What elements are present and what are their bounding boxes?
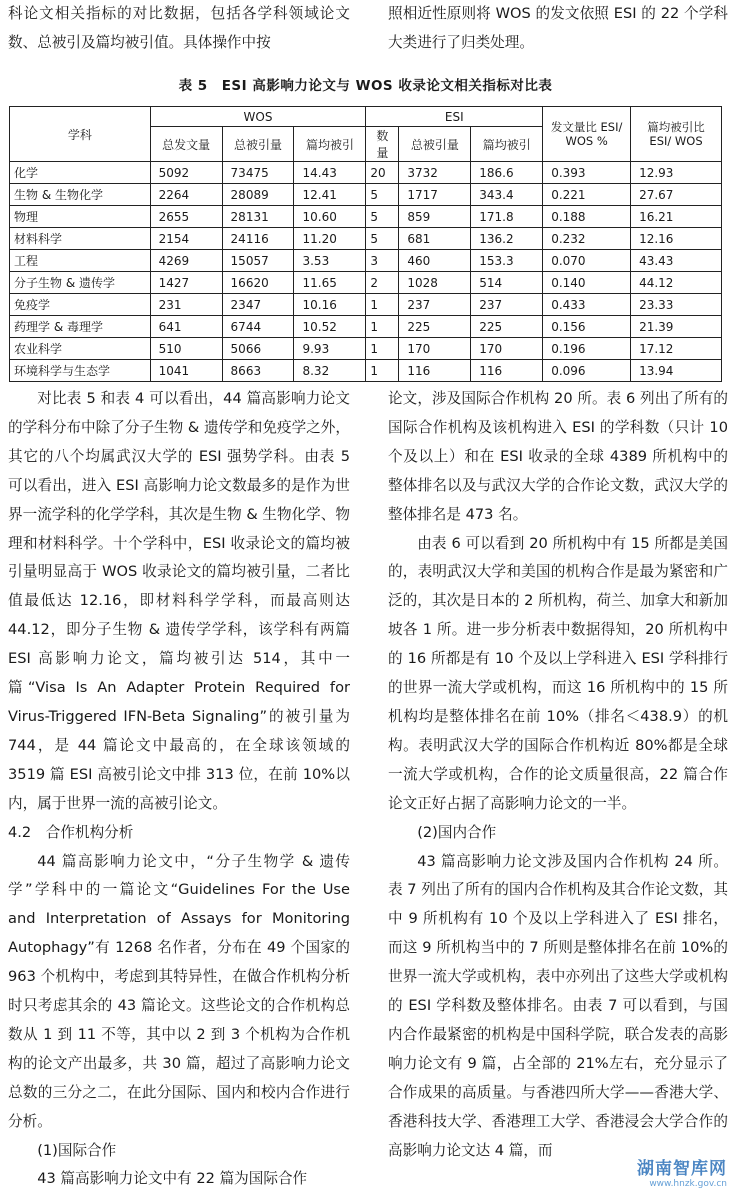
cell-ratio-count: 0.156 (543, 316, 631, 338)
cell-wos-cites: 73475 (222, 162, 294, 184)
cell-wos-avg: 12.41 (294, 184, 366, 206)
cell-subject: 免疫学 (10, 294, 151, 316)
table-caption: 表 5 ESI 高影响力论文与 WOS 收录论文相关指标对比表 (178, 78, 553, 94)
cell-subject: 化学 (10, 162, 151, 184)
cell-wos-avg: 14.43 (294, 162, 366, 184)
cell-esi-cites: 681 (399, 228, 471, 250)
cell-wos-avg: 8.32 (294, 360, 366, 382)
cell-wos-count: 641 (150, 316, 222, 338)
watermark-name: 湖南智库网 (637, 1159, 727, 1179)
cell-wos-avg: 9.93 (294, 338, 366, 360)
cell-subject: 分子生物 & 遗传学 (10, 272, 151, 294)
cell-ratio-count: 0.232 (543, 228, 631, 250)
cell-wos-cites: 6744 (222, 316, 294, 338)
header-wos-avg: 篇均被引 (294, 127, 366, 162)
table-row (10, 294, 722, 316)
cell-esi-avg: 225 (471, 316, 543, 338)
cell-esi-avg: 237 (471, 294, 543, 316)
cell-esi-cites: 1717 (399, 184, 471, 206)
cell-esi-avg: 514 (471, 272, 543, 294)
cell-wos-count: 510 (150, 338, 222, 360)
table-row (10, 206, 722, 228)
cell-ratio-cite: 12.93 (631, 162, 722, 184)
cell-esi-cites: 859 (399, 206, 471, 228)
table-row (10, 272, 722, 294)
cell-ratio-count: 0.221 (543, 184, 631, 206)
cell-wos-avg: 10.52 (294, 316, 366, 338)
cell-wos-count: 2154 (150, 228, 222, 250)
cell-wos-cites: 8663 (222, 360, 294, 382)
left-paragraph-3: 43 篇高影响力论文中有 22 篇为国际合作 (37, 1170, 308, 1188)
cell-ratio-cite: 23.33 (631, 294, 722, 316)
section-heading-4-2: 4.2 合作机构分析 (8, 823, 134, 841)
header-wos-count: 总发文量 (150, 127, 222, 162)
cell-wos-cites: 28131 (222, 206, 294, 228)
cell-ratio-cite: 13.94 (631, 360, 722, 382)
cell-esi-count: 20 (366, 162, 399, 184)
table-row (10, 360, 722, 382)
table-row (10, 338, 722, 360)
header-ratio-cite: 篇均被引比 ESI/ WOS (631, 107, 722, 162)
cell-wos-count: 2264 (150, 184, 222, 206)
cell-esi-count: 5 (366, 228, 399, 250)
cell-wos-cites: 24116 (222, 228, 294, 250)
cell-esi-avg: 116 (471, 360, 543, 382)
left-paragraph-2: 44 篇高影响力论文中，“分子生物学 & 遗传学”学科中的一篇论文“Guidelines For the Use and Interpretation of Assays for Monitoring Autophagy”有 1268 名作者，分布在 49 个国家的 963 个机构中，考虑到其特异性，在做合作机构分析时只考虑其余的 43 篇论文。这些论文的合作机构总数从 1 到 11 不等，其中以 2 到 3 个机构为合作机构的论文产出最多，共 30 篇，超过了高影响力论文总数的三分之二，在此分国际、国内和校内合作进行分析。 (8, 852, 350, 1130)
top-right-paragraph (388, 0, 728, 58)
subheading-domestic: (2)国内合作 (417, 823, 497, 841)
header-ratio-count: 发文量比 ESI/ WOS % (543, 107, 631, 162)
cell-esi-count: 1 (366, 338, 399, 360)
right-paragraph-3: 43 篇高影响力论文涉及国内合作机构 24 所。表 7 列出了所有的国内合作机构及其合作论文数，其中 9 所机构有 10 个及以上学科进入了 ESI 排名，而这 9 所机构当中的 7 所则是整体排名在前 10%的世界一流大学或机构，表中亦列出了这些大学或机构的 ESI 学科数及整体排名。由表 7 可以看到，与国内合作最紧密的机构是中国科学院，联合发表的高影响力论文有 9 篇，占全部的 21%左右，充分显示了合作成果的高质量。与香港四所大学——香港大学、香港科技大学、香港理工大学、香港浸会大学合作的高影响力论文达 4 篇，而 (388, 852, 728, 1159)
table-row (10, 228, 722, 250)
left-paragraph-1: 对比表 5 和表 4 可以看出，44 篇高影响力论文的学科分布中除了分子生物 & 遗传学和免疫学之外，其它的八个均属武汉大学的 ESI 强势学科。由表 5 可以看出，进入 ESI 高影响力论文数最多的是作为世界一流学科的化学学科，其次是生物 & 生物化学、物理和材料科学。十个学科中，ESI 收录论文的篇均被引量明显高于 WOS 收录论文的篇均被引量，二者比值最低达 12.16，即材料科学学科，而最高则达 44.12，即分子生物 & 遗传学学科，该学科有两篇 ESI 高影响力论文，篇均被引达 514，其中一篇“Visa Is An Adapter Protein Required for Virus-Triggered IFN-Beta Signaling”的被引量为 744，是 44 篇论文中最高的，在全球该领域的 3519 篇 ESI 高被引论文中排 313 位，在前 10%以内，属于世界一流的高被引论文。 (8, 390, 350, 812)
header-wos-cites: 总被引量 (222, 127, 294, 162)
header-esi-cites: 总被引量 (399, 127, 471, 162)
cell-esi-cites: 225 (399, 316, 471, 338)
cell-wos-count: 2655 (150, 206, 222, 228)
cell-esi-avg: 153.3 (471, 250, 543, 272)
cell-esi-avg: 186.6 (471, 162, 543, 184)
table-row (10, 184, 722, 206)
cell-wos-count: 5092 (150, 162, 222, 184)
cell-esi-count: 1 (366, 294, 399, 316)
cell-wos-cites: 2347 (222, 294, 294, 316)
cell-esi-count: 1 (366, 360, 399, 382)
right-column (388, 385, 728, 1165)
cell-esi-avg: 136.2 (471, 228, 543, 250)
left-column (8, 385, 350, 1194)
cell-esi-avg: 171.8 (471, 206, 543, 228)
watermark-logo (637, 1154, 727, 1189)
cell-wos-cites: 5066 (222, 338, 294, 360)
cell-subject: 环境科学与生态学 (10, 360, 151, 382)
cell-ratio-cite: 44.12 (631, 272, 722, 294)
cell-subject: 物理 (10, 206, 151, 228)
cell-wos-count: 4269 (150, 250, 222, 272)
cell-ratio-count: 0.188 (543, 206, 631, 228)
cell-subject: 药理学 & 毒理学 (10, 316, 151, 338)
right-paragraph-1: 论文，涉及国际合作机构 20 所。表 6 列出了所有的国际合作机构及该机构进入 ESI 的学科数（只计 10 个及以上）和在 ESI 收录的全球 4389 所机构中的整体排名以及与武汉大学的合作论文数，武汉大学的整体排名是 473 名。 (388, 390, 728, 523)
cell-esi-count: 2 (366, 272, 399, 294)
cell-wos-cites: 16620 (222, 272, 294, 294)
cell-wos-cites: 28089 (222, 184, 294, 206)
cell-ratio-cite: 21.39 (631, 316, 722, 338)
table-row (10, 162, 722, 184)
cell-wos-count: 1427 (150, 272, 222, 294)
table-row (10, 316, 722, 338)
cell-esi-count: 5 (366, 184, 399, 206)
cell-ratio-count: 0.196 (543, 338, 631, 360)
cell-ratio-count: 0.070 (543, 250, 631, 272)
cell-ratio-count: 0.433 (543, 294, 631, 316)
cell-wos-cites: 15057 (222, 250, 294, 272)
top-left-paragraph (8, 0, 350, 58)
cell-ratio-count: 0.140 (543, 272, 631, 294)
cell-ratio-cite: 16.21 (631, 206, 722, 228)
cell-esi-cites: 1028 (399, 272, 471, 294)
header-esi: ESI (366, 107, 543, 127)
cell-wos-avg: 3.53 (294, 250, 366, 272)
cell-wos-avg: 11.20 (294, 228, 366, 250)
cell-ratio-cite: 12.16 (631, 228, 722, 250)
cell-subject: 工程 (10, 250, 151, 272)
cell-esi-cites: 170 (399, 338, 471, 360)
top-right-text: 照相近性原则将 WOS 的发文依照 ESI 的 22 个学科大类进行了归类处理。 (388, 5, 728, 51)
cell-subject: 材料科学 (10, 228, 151, 250)
right-paragraph-2: 由表 6 可以看到 20 所机构中有 15 所都是美国的，表明武汉大学和美国的机构合作是最为紧密和广泛的，其次是日本的 2 所机构，荷兰、加拿大和新加坡各 1 所。进一步分析表中数据得知，20 所机构中的 16 所都是有 10 个及以上学科进入 ESI 学科排行的世界一流大学或机构，而这 16 所机构中的 15 所机构均是整体排名在前 10%（排名＜438.9）的机构。表明武汉大学的国际合作机构近 80%都是全球一流大学或机构，合作的论文质量很高，22 篇合作论文正好占据了高影响力论文的一半。 (388, 534, 728, 812)
cell-wos-avg: 10.16 (294, 294, 366, 316)
cell-wos-count: 1041 (150, 360, 222, 382)
cell-esi-avg: 343.4 (471, 184, 543, 206)
header-wos: WOS (150, 107, 366, 127)
cell-esi-count: 5 (366, 206, 399, 228)
cell-esi-count: 3 (366, 250, 399, 272)
cell-esi-avg: 170 (471, 338, 543, 360)
cell-esi-count: 1 (366, 316, 399, 338)
cell-esi-cites: 237 (399, 294, 471, 316)
header-esi-avg: 篇均被引 (471, 127, 543, 162)
header-subject: 学科 (10, 107, 151, 162)
cell-esi-cites: 460 (399, 250, 471, 272)
comparison-table (9, 106, 722, 382)
cell-wos-avg: 11.65 (294, 272, 366, 294)
cell-ratio-cite: 43.43 (631, 250, 722, 272)
cell-wos-avg: 10.60 (294, 206, 366, 228)
cell-ratio-count: 0.393 (543, 162, 631, 184)
cell-esi-cites: 116 (399, 360, 471, 382)
table-row (10, 250, 722, 272)
watermark-url: www.hnzk.gov.cn (649, 1179, 727, 1189)
cell-ratio-cite: 27.67 (631, 184, 722, 206)
subheading-international: (1)国际合作 (37, 1141, 117, 1159)
cell-ratio-cite: 17.12 (631, 338, 722, 360)
cell-subject: 生物 & 生物化学 (10, 184, 151, 206)
top-left-text: 科论文相关指标的对比数据，包括各学科领域论文数、总被引及篇均被引值。具体操作中按 (8, 5, 350, 51)
cell-subject: 农业科学 (10, 338, 151, 360)
cell-esi-cites: 3732 (399, 162, 471, 184)
cell-ratio-count: 0.096 (543, 360, 631, 382)
cell-wos-count: 231 (150, 294, 222, 316)
header-esi-count: 数量 (366, 127, 399, 162)
